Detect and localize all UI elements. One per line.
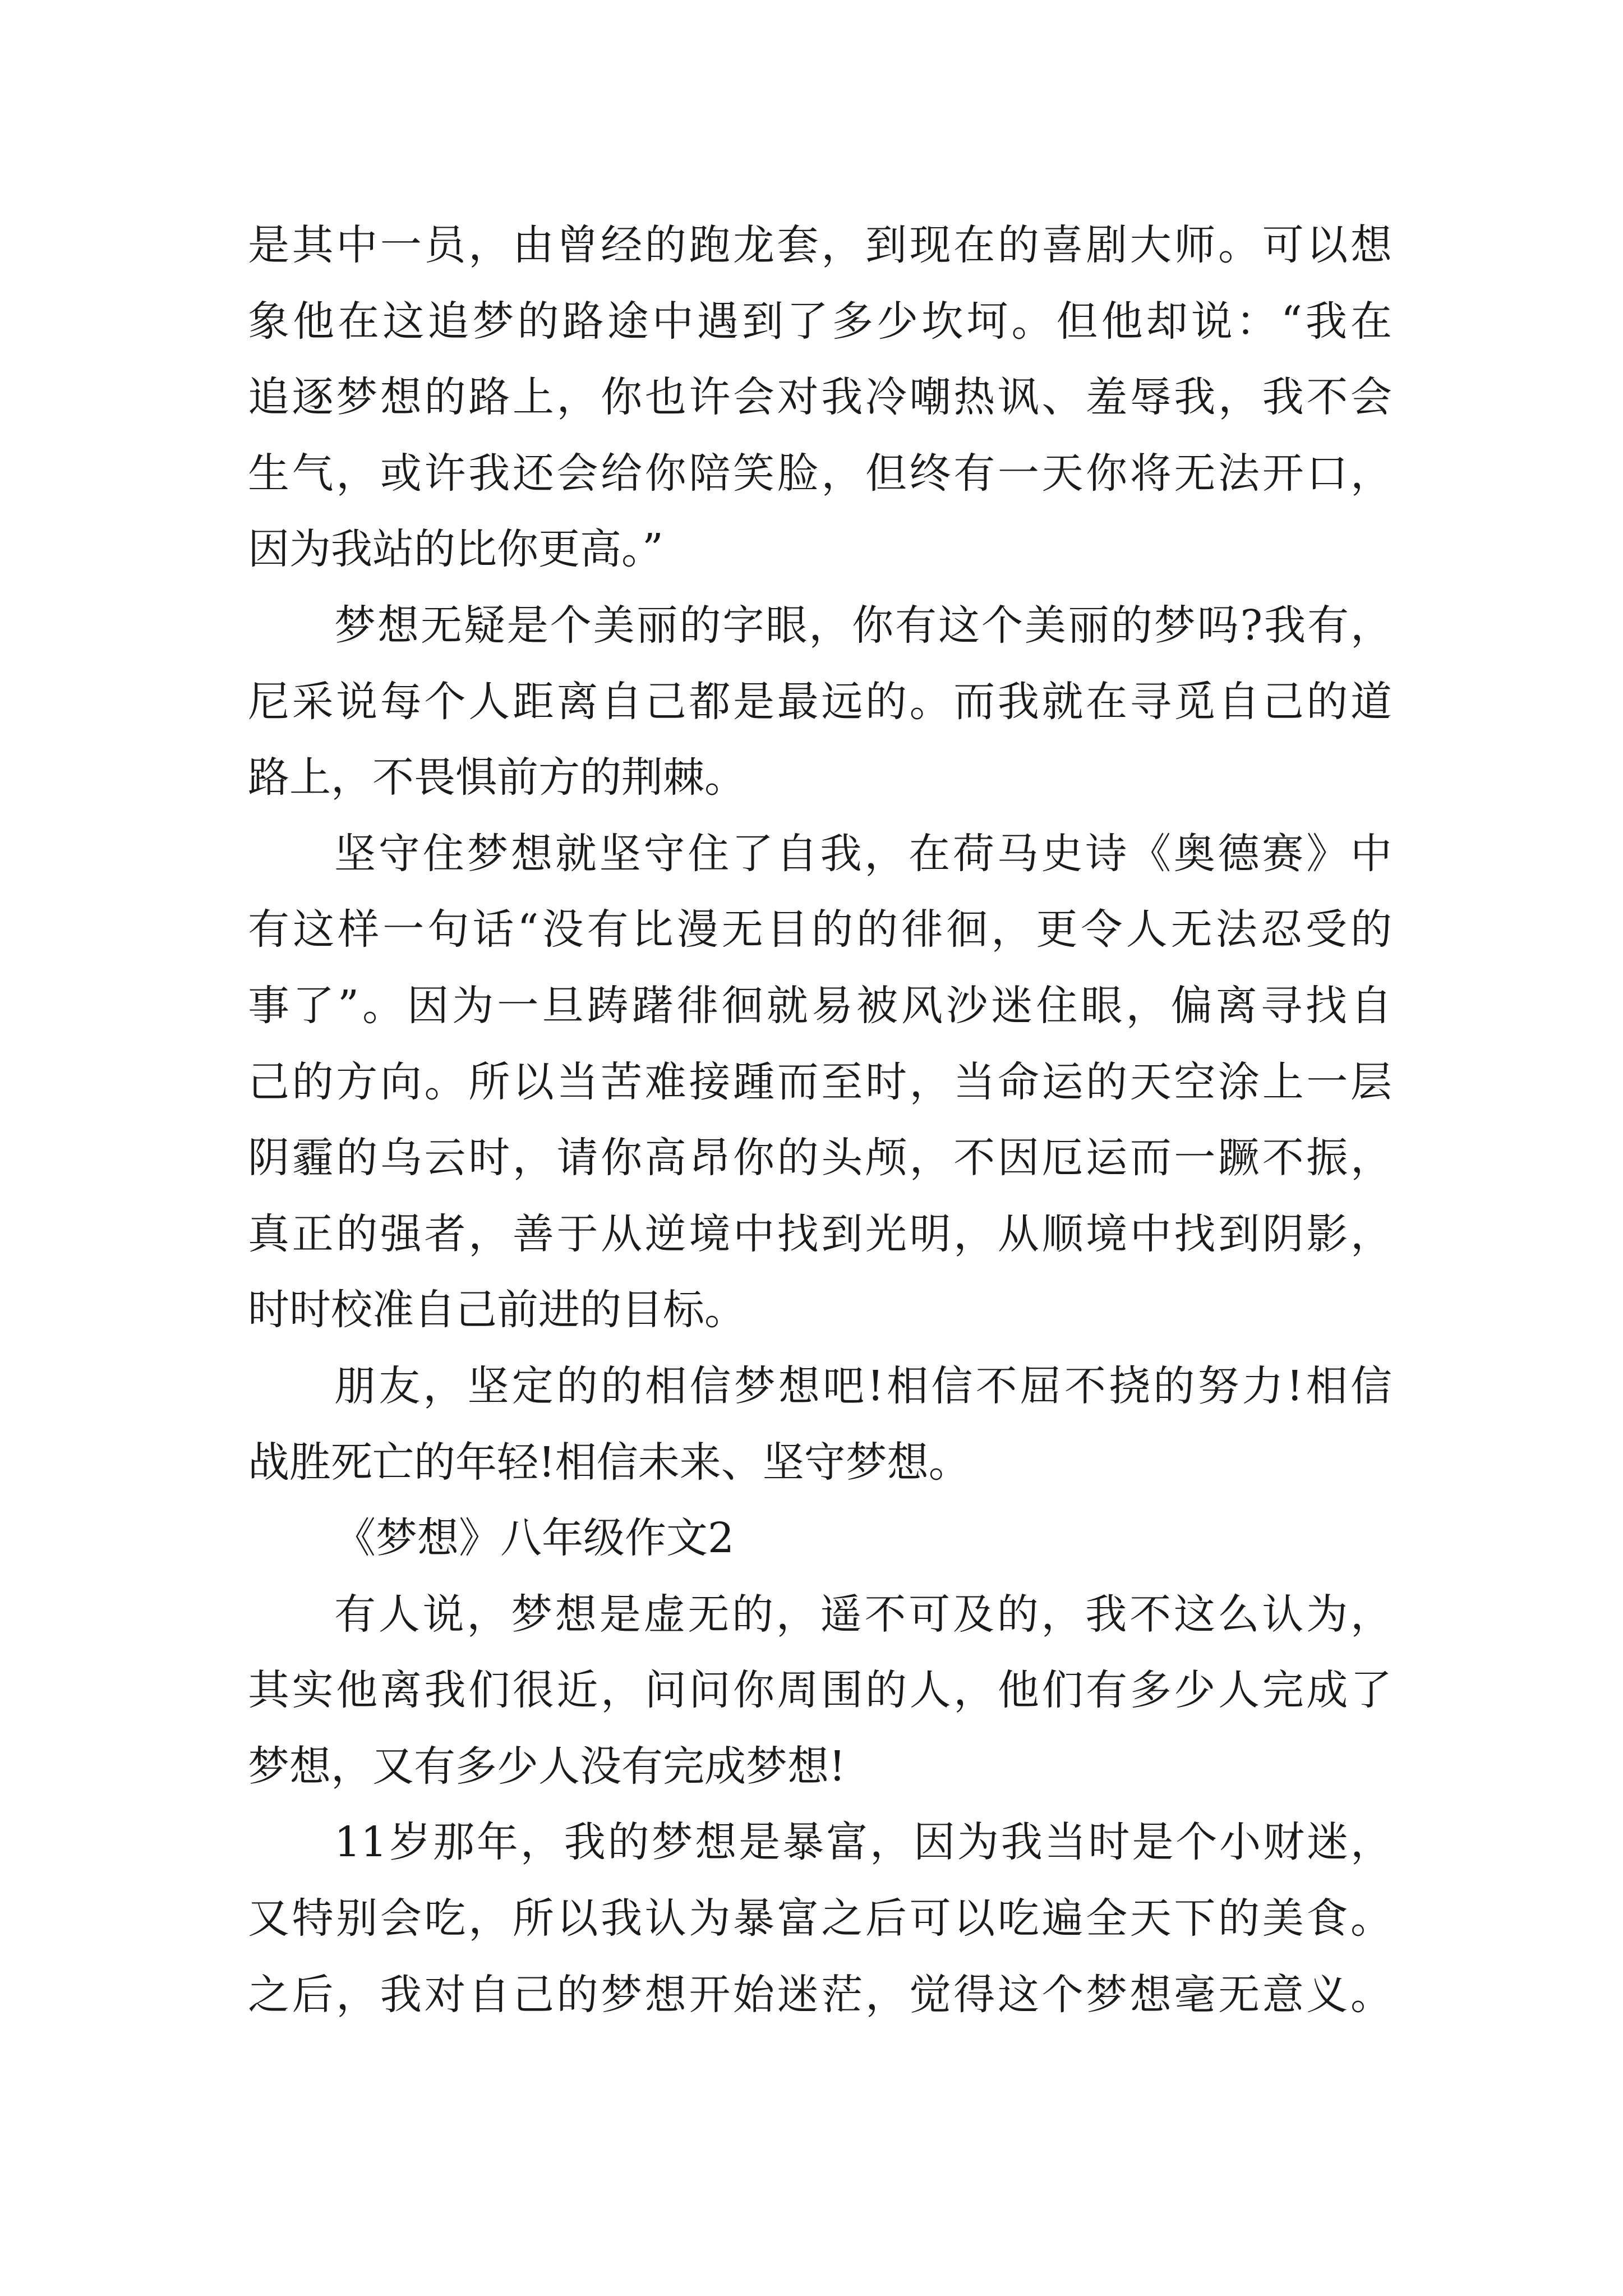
text-line: 事了”。因为一旦踌躇徘徊就易被风沙迷住眼，偏离寻找自 [248,981,1392,1030]
section-heading: 《梦想》八年级作文2 [334,1514,735,1563]
text-line: 象他在这追梦的路途中遇到了多少坎坷。但他却说：“我在 [248,297,1392,346]
text-line: 追逐梦想的路上，你也许会对我冷嘲热讽、羞辱我，我不会 [248,373,1392,422]
text-line: 梦想，又有多少人没有完成梦想! [248,1742,846,1791]
text-line: 时时校准自己前进的目标。 [248,1286,746,1335]
text-line: 生气，或许我还会给你陪笑脸，但终有一天你将无法开口， [248,449,1392,498]
text-line: 之后，我对自己的梦想开始迷茫，觉得这个梦想毫无意义。 [248,1970,1392,2019]
text-line: 是其中一员，由曾经的跑龙套，到现在的喜剧大师。可以想 [248,221,1392,269]
paragraph-first-line: 坚守住梦想就坚守住了自我，在荷马史诗《奥德赛》中 [334,829,1392,878]
text-line: 又特别会吃，所以我认为暴富之后可以吃遍全天下的美食。 [248,1894,1392,1943]
text-line: 尼采说每个人距离自己都是最远的。而我就在寻觅自己的道 [248,677,1392,726]
text-line: 战胜死亡的年轻!相信未来、坚守梦想。 [248,1438,970,1487]
text-line: 真正的强者，善于从逆境中找到光明，从顺境中找到阴影， [248,1209,1392,1258]
text-line: 阴霾的乌云时，请你高昂你的头颅，不因厄运而一蹶不振， [248,1134,1392,1182]
essay-body [248,208,1392,2033]
text-line: 路上，不畏惧前方的荆棘。 [248,753,746,802]
paragraph-first-line: 朋友，坚定的的相信梦想吧!相信不屈不挠的努力!相信 [334,1361,1392,1410]
text-line: 其实他离我们很近，问问你周围的人，他们有多少人完成了 [248,1666,1392,1715]
text-line: 有这样一句话“没有比漫无目的的徘徊，更令人无法忍受的 [248,905,1392,954]
text-line: 己的方向。所以当苦难接踵而至时，当命运的天空涂上一层 [248,1057,1392,1106]
paragraph-first-line: 11岁那年，我的梦想是暴富，因为我当时是个小财迷， [334,1818,1392,1867]
paragraph-first-line: 有人说，梦想是虚无的，遥不可及的，我不这么认为， [334,1590,1392,1639]
text-line: 因为我站的比你更高。” [248,525,663,574]
paragraph-first-line: 梦想无疑是个美丽的字眼，你有这个美丽的梦吗?我有， [334,601,1392,650]
